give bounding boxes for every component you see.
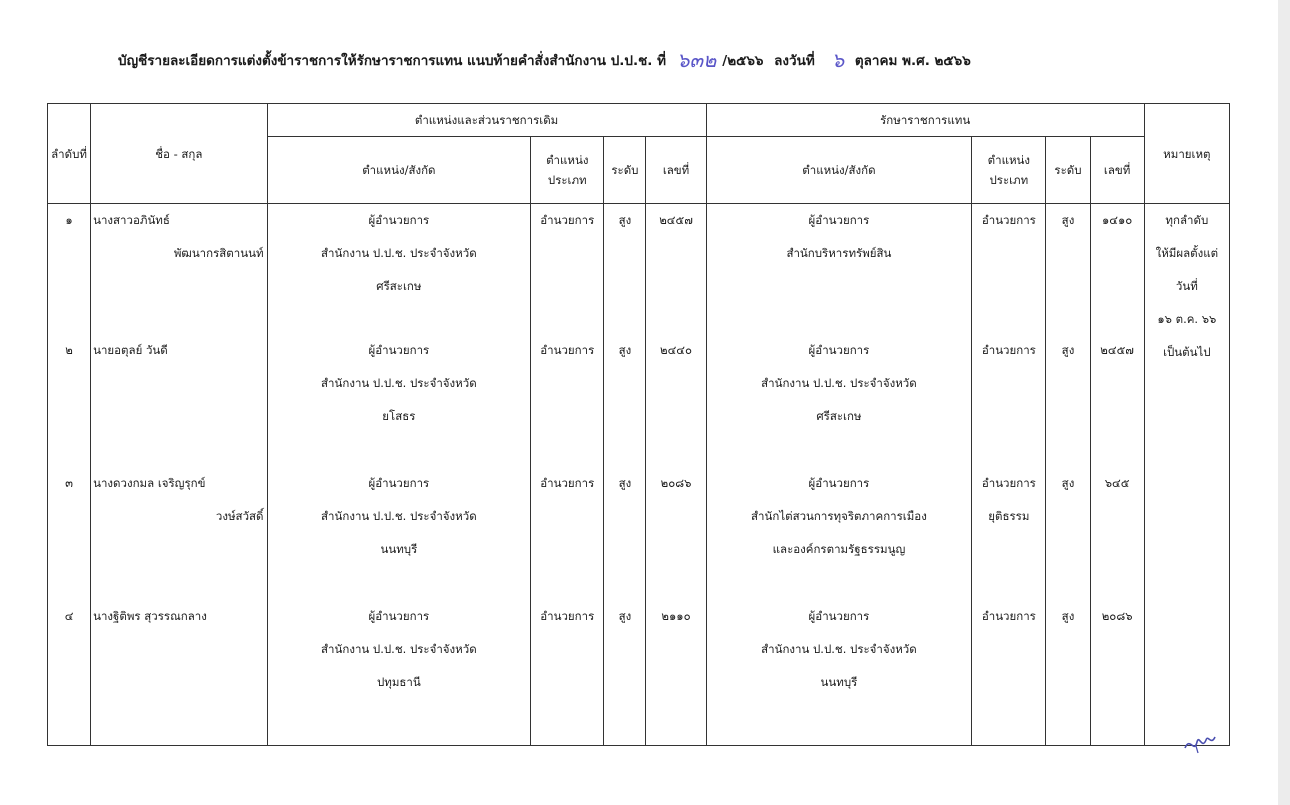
act-position-line: สำนักไต่สวนการทุจริตภาคการเมือง [751,509,927,523]
remark-line: ๑๖ ต.ค. ๖๖ [1157,312,1217,326]
month-year: ตุลาคม พ.ศ. ๒๕๖๖ [854,53,971,69]
orig-level-cell: สูง [604,467,646,600]
remark-line: ทุกลำดับ [1165,213,1209,227]
act-position-line: สำนักงาน ป.ป.ช. ประจำจังหวัด [761,642,917,656]
act-position-cell [706,204,972,335]
act-type-line: อำนวยการ [981,609,1036,623]
header-act-type: ตำแหน่งประเภท [972,137,1046,204]
header-act-level: ระดับ [1046,137,1090,204]
document-title [118,44,1178,74]
name-line-continued: พัฒนากรสิตานนท์ [173,246,264,260]
act-type-line: ยุติธรรม [988,509,1030,523]
orig-position-line: สำนักงาน ป.ป.ช. ประจำจังหวัด [321,642,477,656]
orig-level-cell: สูง [604,600,646,746]
orig-type-cell: อำนวยการ [531,600,604,746]
header-orig-position: ตำแหน่ง/สังกัด [267,137,531,204]
signature-mark [1182,728,1218,756]
act-number-cell: ๖๔๕ [1090,467,1144,600]
act-type-cell [972,204,1046,335]
orig-position-line: สำนักงาน ป.ป.ช. ประจำจังหวัด [321,509,477,523]
act-position-cell [706,467,972,600]
appointment-table [47,103,1230,746]
orig-position-cell [267,334,531,467]
act-level-cell: สูง [1046,600,1090,746]
header-orig-type: ตำแหน่งประเภท [531,137,604,204]
name-cell [91,334,267,467]
act-type-line: อำนวยการ [981,343,1036,357]
act-type-line: อำนวยการ [981,476,1036,490]
orig-number-cell: ๒๔๕๗ [646,204,706,335]
name-line: นางดวงกมล เจริญรุกข์ [93,476,206,490]
act-level-cell: สูง [1046,204,1090,335]
name-cell [91,204,267,335]
act-position-line: ศรีสะเกษ [816,409,862,423]
act-level-cell: สูง [1046,467,1090,600]
orig-number-cell: ๒๑๑๐ [646,600,706,746]
orig-position-line: ยโสธร [382,409,416,423]
remarks-cell [1144,204,1229,746]
name-line-continued: วงษ์สวัสดิ์ [215,509,264,523]
remark-line: วันที่ [1175,279,1198,293]
header-act-number: เลขที่ [1090,137,1144,204]
orig-position-line: สำนักงาน ป.ป.ช. ประจำจังหวัด [321,376,477,390]
act-position-line: และองค์กรตามรัฐธรรมนูญ [772,542,906,556]
act-number-cell: ๑๔๑๐ [1090,204,1144,335]
act-position-line: ผู้อำนวยการ [808,476,870,490]
orig-position-line: ผู้อำนวยการ [368,213,430,227]
act-level-cell: สูง [1046,334,1090,467]
header-remarks: หมายเหตุ [1144,104,1229,204]
orig-position-line: ผู้อำนวยการ [368,343,430,357]
act-position-line: ผู้อำนวยการ [808,609,870,623]
page-edge [1278,0,1290,805]
act-type-cell [972,334,1046,467]
date-label: ลงวันที่ [774,53,815,69]
orig-position-line: นนทบุรี [380,542,418,556]
order-day: ๖ [831,48,845,72]
name-line: นางฐิติพร สุวรรณกลาง [93,609,207,623]
name-cell [91,600,267,746]
header-name: ชื่อ - สกุล [91,104,267,204]
remark-line: ให้มีผลตั้งแต่ [1155,246,1219,260]
seq-cell: ๑ [48,204,91,335]
table-row [48,204,1230,335]
act-type-cell [972,467,1046,600]
header-orig-number: เลขที่ [646,137,706,204]
seq-cell: ๒ [48,334,91,467]
seq-cell: ๔ [48,600,91,746]
act-position-line: สำนักบริหารทรัพย์สิน [786,246,892,260]
order-number: ๖๓๒ [676,48,717,72]
header-original-group: ตำแหน่งและส่วนราชการเดิม [267,104,706,137]
orig-position-cell [267,204,531,335]
act-position-line: นนทบุรี [820,675,858,689]
remark-line: เป็นต้นไป [1163,345,1211,359]
orig-position-line: ผู้อำนวยการ [368,609,430,623]
name-line: นายอตุลย์ วันดี [93,343,168,357]
header-acting-group: รักษาราชการแทน [706,104,1144,137]
table-row [48,600,1230,746]
orig-position-line: ผู้อำนวยการ [368,476,430,490]
orig-position-line: ศรีสะเกษ [376,279,422,293]
orig-position-cell [267,467,531,600]
orig-level-cell: สูง [604,204,646,335]
orig-type-cell: อำนวยการ [531,204,604,335]
act-number-cell: ๒๔๕๗ [1090,334,1144,467]
table-row [48,467,1230,600]
orig-number-cell: ๒๐๘๖ [646,467,706,600]
act-position-line: ผู้อำนวยการ [808,343,870,357]
act-type-line: อำนวยการ [981,213,1036,227]
orig-number-cell: ๒๔๔๐ [646,334,706,467]
act-position-cell [706,334,972,467]
table-row [48,334,1230,467]
header-act-position: ตำแหน่ง/สังกัด [706,137,972,204]
act-number-cell: ๒๐๘๖ [1090,600,1144,746]
orig-level-cell: สูง [604,334,646,467]
orig-type-cell: อำนวยการ [531,334,604,467]
act-position-cell [706,600,972,746]
act-position-line: ผู้อำนวยการ [808,213,870,227]
header-seq: ลำดับที่ [48,104,91,204]
act-type-cell [972,600,1046,746]
name-line: นางสาวอภินัทธ์ [93,213,170,227]
orig-position-line: สำนักงาน ป.ป.ช. ประจำจังหวัด [321,246,477,260]
header-orig-level: ระดับ [604,137,646,204]
order-year: /๒๕๖๖ [722,53,764,69]
title-prefix: บัญชีรายละเอียดการแต่งตั้งข้าราชการให้รักษาราชการแทน แนบท้ายคำสั่งสำนักงาน ป.ป.ช. ที่ [118,53,666,69]
orig-type-cell: อำนวยการ [531,467,604,600]
seq-cell: ๓ [48,467,91,600]
orig-position-line: ปทุมธานี [376,675,421,689]
name-cell [91,467,267,600]
orig-position-cell [267,600,531,746]
act-position-line: สำนักงาน ป.ป.ช. ประจำจังหวัด [761,376,917,390]
